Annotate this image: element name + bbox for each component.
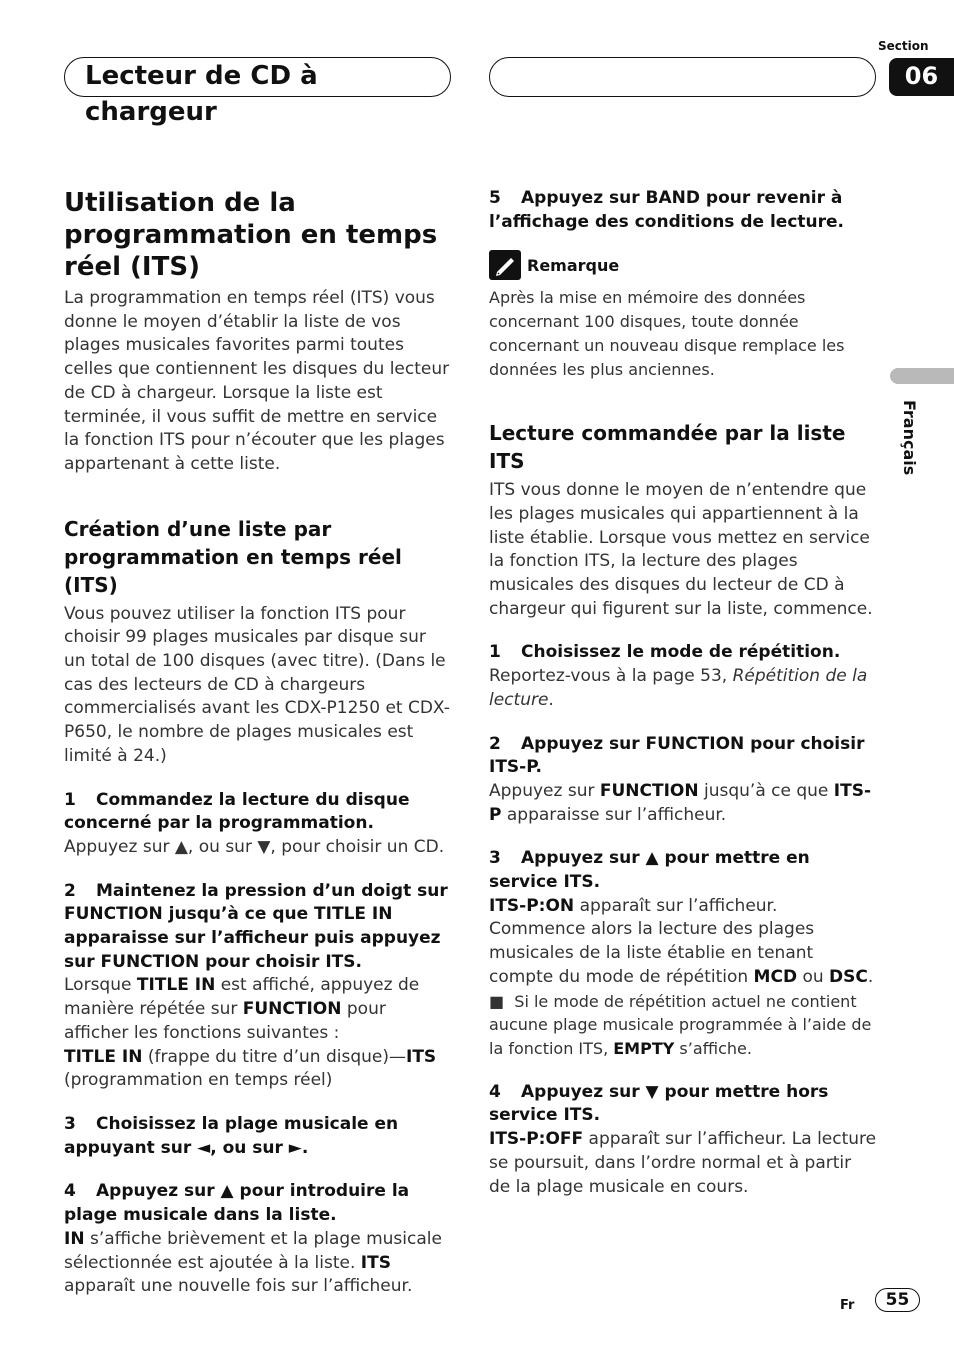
intro-paragraph: La programmation en temps réel (ITS) vous donne le moyen d’établir la liste de vos plages musicales favorites parmi toutes celles que contiennent les disques du lecteur de CD à chargeur. Lorsque la liste est terminée, il vous suffit de mettre en service la fonction ITS pour n’écouter que les plages appartenant à cette liste. [64, 288, 450, 474]
step-4-title: 4 Appuyez sur ▲ pour introduire la plage musicale dans la liste. [64, 1181, 410, 1226]
r-step-3 [489, 847, 877, 1060]
lecture-paragraph: ITS vous donne le moyen de n’entendre que les plages musicales qui appartiennent à la liste établie. Lorsque vous mettez en service la fonction ITS, la lecture des plages musicales des disques du lecteur de CD à chargeur qui figurent sur la liste, commence. [489, 480, 873, 619]
section-label: Section [878, 39, 929, 53]
footer-lang-code: Fr [840, 1298, 855, 1313]
r-step-2 [489, 733, 877, 828]
r-step-2-title: 2 Appuyez sur FUNCTION pour choisir ITS-P. [489, 733, 865, 778]
step-3-title: 3 Choisissez la plage musicale en appuyant sur ◄, ou sur ►. [64, 1113, 399, 1158]
step-2-body: Lorsque TITLE IN est affiché, appuyez de manière répétée sur FUNCTION pour afficher les fonctions suivantes : [64, 975, 420, 1043]
r-step-3-bullet: ■ Si le mode de répétition actuel ne contient aucune plage musicale programmée à l’aide de la fonction ITS, EMPTY s’affiche. [489, 991, 872, 1058]
note-header [489, 250, 877, 280]
language-tab [890, 368, 954, 384]
page-number: 55 [875, 1288, 920, 1312]
step-3 [64, 1113, 452, 1160]
step-4 [64, 1180, 452, 1299]
bullet-square-icon: ■ [489, 991, 515, 1011]
subtitle-lecture: Lecture commandée par la liste ITS [489, 421, 846, 474]
header-title: Lecteur de CD à chargeur [85, 61, 318, 127]
step-5-title: 5 Appuyez sur BAND pour revenir à l’affichage des conditions de lecture. [489, 188, 844, 232]
step-2-functions: TITLE IN (frappe du titre d’un disque)—ITS (programmation en temps réel) [64, 1046, 437, 1091]
header-title-box [64, 57, 451, 127]
r-step-1-body: Reportez-vous à la page 53, Répétition de la lecture. [489, 666, 868, 710]
main-title: Utilisation de la programmation en temps réel (ITS) [64, 188, 438, 282]
header-empty-box [489, 57, 876, 97]
section-number: 06 [889, 58, 954, 96]
r-step-4-title: 4 Appuyez sur ▼ pour mettre hors service ITS. [489, 1081, 829, 1126]
step-2-title: 2 Maintenez la pression d’un doigt sur FUNCTION jusqu’à ce que TITLE IN apparaisse sur l’afficheur puis appuyez sur FUNCTION pour choisir ITS. [64, 880, 448, 972]
step-1-title: 1 Commandez la lecture du disque concerné par la programmation. [64, 789, 410, 834]
right-column [489, 187, 877, 1199]
r-step-3-body: ITS-P:ON apparaît sur l’afficheur. Commence alors la lecture des plages musicales de la liste établie en tenant compte du mode de répétition MCD ou DSC. [489, 895, 874, 987]
r-step-4 [489, 1081, 877, 1200]
subtitle-creation: Création d’une liste par programmation en temps réel (ITS) [64, 516, 402, 597]
step-1 [64, 789, 452, 860]
note-pencil-icon [489, 250, 521, 280]
step-4-body: IN s’affiche brièvement et la plage musicale sélectionnée est ajoutée à la liste. ITS apparaît une nouvelle fois sur l’afficheur. [64, 1228, 442, 1297]
note-label: Remarque [527, 255, 620, 275]
creation-paragraph: Vous pouvez utiliser la fonction ITS pour choisir 99 plages musicales par disque sur un total de 100 disques (avec titre). (Dans le cas des lecteurs de CD à chargeurs commercialisés avant les CDX-P1250 et CDX-P650, le nombre de plages musicales est limité à 24.) [64, 603, 450, 766]
r-step-4-body: ITS-P:OFF apparaît sur l’afficheur. La lecture se poursuit, dans l’ordre normal et à partir de la plage musicale en cours. [489, 1129, 877, 1197]
left-column [64, 187, 452, 1299]
r-step-3-title: 3 Appuyez sur ▲ pour mettre en service ITS. [489, 848, 810, 893]
r-step-2-body: Appuyez sur FUNCTION jusqu’à ce que ITS-P apparaisse sur l’afficheur. [489, 780, 872, 825]
step-2 [64, 880, 452, 1093]
note-body: Après la mise en mémoire des données concernant 100 disques, toute donnée concernant un nouveau disque remplace les données les plus anciennes. [489, 288, 845, 379]
step-1-body: Appuyez sur ▲, ou sur ▼, pour choisir un CD. [64, 836, 445, 857]
language-label: Français [900, 400, 919, 476]
r-step-1 [489, 641, 877, 712]
r-step-1-title: 1 Choisissez le mode de répétition. [489, 642, 841, 663]
